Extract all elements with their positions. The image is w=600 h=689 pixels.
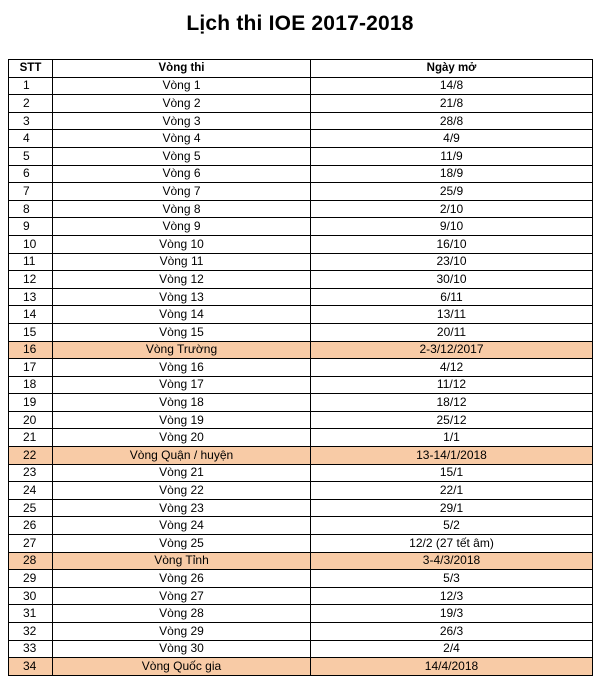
row-date: 2-3/12/2017 xyxy=(311,341,593,359)
row-date: 20/11 xyxy=(311,323,593,341)
table-row xyxy=(9,235,593,253)
table-row xyxy=(9,552,593,570)
row-stt: 28 xyxy=(9,552,53,570)
table-row xyxy=(9,253,593,271)
row-stt: 27 xyxy=(9,535,53,553)
row-stt: 7 xyxy=(9,183,53,201)
row-date: 23/10 xyxy=(311,253,593,271)
table-row xyxy=(9,183,593,201)
table-row xyxy=(9,288,593,306)
row-date: 2/4 xyxy=(311,640,593,658)
row-round: Vòng 20 xyxy=(53,429,311,447)
row-round: Vòng 7 xyxy=(53,183,311,201)
row-date: 13-14/1/2018 xyxy=(311,447,593,465)
row-stt: 33 xyxy=(9,640,53,658)
row-date: 22/1 xyxy=(311,482,593,500)
row-stt: 24 xyxy=(9,482,53,500)
row-date: 18/12 xyxy=(311,394,593,412)
table-row xyxy=(9,499,593,517)
row-stt: 14 xyxy=(9,306,53,324)
row-round: Vòng 8 xyxy=(53,200,311,218)
table-row xyxy=(9,200,593,218)
row-stt: 2 xyxy=(9,95,53,113)
table-row xyxy=(9,271,593,289)
row-stt: 8 xyxy=(9,200,53,218)
table-row xyxy=(9,130,593,148)
table-row xyxy=(9,77,593,95)
row-round: Vòng 29 xyxy=(53,623,311,641)
row-round: Vòng 24 xyxy=(53,517,311,535)
row-stt: 29 xyxy=(9,570,53,588)
row-date: 14/8 xyxy=(311,77,593,95)
row-stt: 15 xyxy=(9,323,53,341)
row-round: Vòng 11 xyxy=(53,253,311,271)
header-stt: STT xyxy=(9,60,53,78)
row-date: 16/10 xyxy=(311,235,593,253)
row-date: 28/8 xyxy=(311,112,593,130)
row-date: 15/1 xyxy=(311,464,593,482)
table-row xyxy=(9,218,593,236)
row-round: Vòng 25 xyxy=(53,535,311,553)
row-round: Vòng 14 xyxy=(53,306,311,324)
row-date: 29/1 xyxy=(311,499,593,517)
row-stt: 1 xyxy=(9,77,53,95)
row-date: 4/12 xyxy=(311,359,593,377)
table-row xyxy=(9,623,593,641)
row-date: 21/8 xyxy=(311,95,593,113)
row-date: 5/2 xyxy=(311,517,593,535)
header-round: Vòng thi xyxy=(53,60,311,78)
row-round: Vòng 23 xyxy=(53,499,311,517)
row-stt: 17 xyxy=(9,359,53,377)
table-row xyxy=(9,95,593,113)
row-date: 12/2 (27 tết âm) xyxy=(311,535,593,553)
table-row xyxy=(9,112,593,130)
table-row xyxy=(9,464,593,482)
table-row xyxy=(9,359,593,377)
row-stt: 21 xyxy=(9,429,53,447)
row-date: 5/3 xyxy=(311,570,593,588)
row-round: Vòng 30 xyxy=(53,640,311,658)
row-date: 18/9 xyxy=(311,165,593,183)
table-row xyxy=(9,587,593,605)
row-round: Vòng 21 xyxy=(53,464,311,482)
row-stt: 9 xyxy=(9,218,53,236)
row-round: Vòng 2 xyxy=(53,95,311,113)
table-row xyxy=(9,165,593,183)
table-row xyxy=(9,341,593,359)
row-date: 4/9 xyxy=(311,130,593,148)
row-date: 30/10 xyxy=(311,271,593,289)
schedule-table xyxy=(8,59,593,676)
table-row xyxy=(9,447,593,465)
table-row xyxy=(9,658,593,676)
row-round: Vòng 17 xyxy=(53,376,311,394)
table-row xyxy=(9,306,593,324)
row-stt: 31 xyxy=(9,605,53,623)
row-round: Vòng 18 xyxy=(53,394,311,412)
row-date: 26/3 xyxy=(311,623,593,641)
row-stt: 32 xyxy=(9,623,53,641)
table-row xyxy=(9,376,593,394)
table-row xyxy=(9,535,593,553)
row-round: Vòng 9 xyxy=(53,218,311,236)
row-date: 6/11 xyxy=(311,288,593,306)
table-row xyxy=(9,517,593,535)
row-round: Vòng Trường xyxy=(53,341,311,359)
row-stt: 30 xyxy=(9,587,53,605)
row-round: Vòng 3 xyxy=(53,112,311,130)
row-stt: 25 xyxy=(9,499,53,517)
row-stt: 18 xyxy=(9,376,53,394)
row-stt: 11 xyxy=(9,253,53,271)
table-body xyxy=(9,77,593,675)
header-date: Ngày mở xyxy=(311,60,593,78)
row-stt: 16 xyxy=(9,341,53,359)
row-stt: 13 xyxy=(9,288,53,306)
row-date: 9/10 xyxy=(311,218,593,236)
row-round: Vòng 28 xyxy=(53,605,311,623)
row-round: Vòng 27 xyxy=(53,587,311,605)
row-round: Vòng Tỉnh xyxy=(53,552,311,570)
table-row xyxy=(9,323,593,341)
row-stt: 19 xyxy=(9,394,53,412)
row-round: Vòng 15 xyxy=(53,323,311,341)
row-stt: 34 xyxy=(9,658,53,676)
table-row xyxy=(9,482,593,500)
row-round: Vòng 19 xyxy=(53,411,311,429)
row-round: Vòng Quận / huyện xyxy=(53,447,311,465)
row-stt: 20 xyxy=(9,411,53,429)
row-round: Vòng 10 xyxy=(53,235,311,253)
row-round: Vòng 4 xyxy=(53,130,311,148)
row-date: 13/11 xyxy=(311,306,593,324)
page-title: Lịch thi IOE 2017-2018 xyxy=(186,12,414,35)
row-stt: 22 xyxy=(9,447,53,465)
table-row xyxy=(9,411,593,429)
row-date: 1/1 xyxy=(311,429,593,447)
row-round: Vòng 13 xyxy=(53,288,311,306)
row-round: Vòng 26 xyxy=(53,570,311,588)
row-round: Vòng Quốc gia xyxy=(53,658,311,676)
row-date: 12/3 xyxy=(311,587,593,605)
row-stt: 4 xyxy=(9,130,53,148)
table-header-row xyxy=(9,60,593,78)
table-row xyxy=(9,640,593,658)
row-stt: 3 xyxy=(9,112,53,130)
row-date: 11/12 xyxy=(311,376,593,394)
row-date: 19/3 xyxy=(311,605,593,623)
row-round: Vòng 6 xyxy=(53,165,311,183)
row-date: 3-4/3/2018 xyxy=(311,552,593,570)
row-round: Vòng 22 xyxy=(53,482,311,500)
table-row xyxy=(9,394,593,412)
row-stt: 26 xyxy=(9,517,53,535)
row-stt: 10 xyxy=(9,235,53,253)
table-row xyxy=(9,605,593,623)
table-row xyxy=(9,429,593,447)
row-round: Vòng 1 xyxy=(53,77,311,95)
table-row xyxy=(9,147,593,165)
row-stt: 5 xyxy=(9,147,53,165)
row-stt: 12 xyxy=(9,271,53,289)
row-round: Vòng 12 xyxy=(53,271,311,289)
row-date: 2/10 xyxy=(311,200,593,218)
row-stt: 23 xyxy=(9,464,53,482)
row-round: Vòng 16 xyxy=(53,359,311,377)
row-date: 25/12 xyxy=(311,411,593,429)
row-date: 25/9 xyxy=(311,183,593,201)
row-date: 14/4/2018 xyxy=(311,658,593,676)
row-date: 11/9 xyxy=(311,147,593,165)
row-round: Vòng 5 xyxy=(53,147,311,165)
table-row xyxy=(9,570,593,588)
row-stt: 6 xyxy=(9,165,53,183)
